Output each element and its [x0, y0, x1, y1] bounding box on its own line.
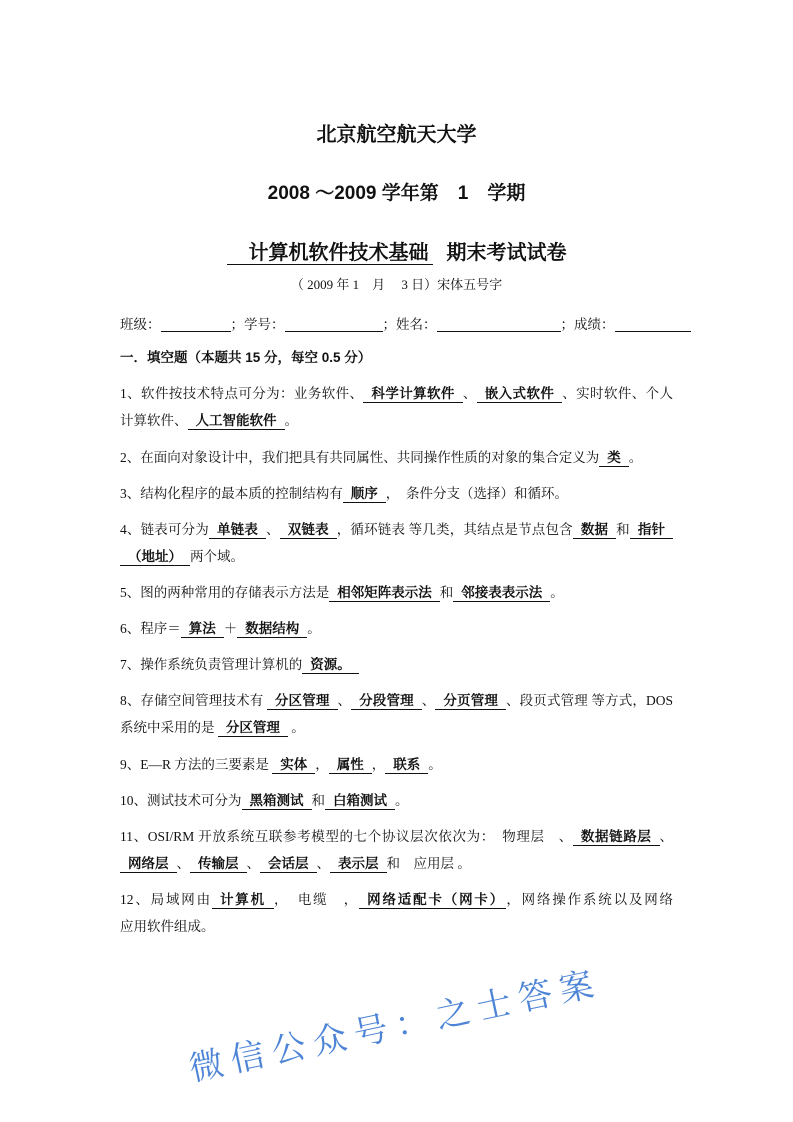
- question-text: 。: [287, 720, 305, 735]
- question-text: 5、图的两种常用的存储表示方法是: [120, 585, 330, 600]
- answer-text: 类: [599, 450, 629, 467]
- question-text: 、: [337, 693, 352, 708]
- question-text: 10、测试技术可分为: [120, 793, 242, 808]
- question-text: 7、操作系统负责管理计算机的: [120, 657, 303, 672]
- question-text: 、: [246, 856, 260, 871]
- answer-text: 联系: [385, 757, 428, 774]
- answer-text: 数据: [573, 522, 616, 539]
- question-text: 1、软件按技术特点可分为：业务软件、: [120, 386, 364, 401]
- question-text: 12、局域网由: [120, 892, 212, 907]
- answer-text: 分页管理: [435, 693, 506, 710]
- answer-text: 表示层: [330, 856, 387, 873]
- question-text: 两个域。: [190, 549, 244, 564]
- question-text: ， 条件分支（选择）和循环。: [385, 486, 568, 501]
- question-line: [120, 385, 673, 403]
- answer-text: 嵌入式软件: [477, 386, 563, 403]
- id-label: ；学号：: [230, 317, 285, 332]
- question-text: ，网络操作系统以及网络: [506, 892, 674, 907]
- question-line: [120, 891, 673, 909]
- student-info-row: [120, 316, 673, 334]
- question-line: [120, 412, 673, 430]
- answer-text: 指针: [630, 522, 673, 539]
- question-line: [120, 855, 673, 873]
- answer-text: 双链表: [280, 522, 337, 539]
- answer-text: 数据链路层: [573, 829, 660, 846]
- question-text: 和: [311, 793, 325, 808]
- answer-text: 分段管理: [351, 693, 422, 710]
- question-text: ，: [371, 757, 386, 772]
- question-text: 、实时软件、个人: [562, 386, 674, 401]
- score-field[interactable]: [615, 317, 691, 332]
- question-text: 。: [628, 450, 643, 465]
- question-line: [120, 756, 673, 774]
- answer-text: 算法: [181, 621, 224, 638]
- question-text: ＋: [223, 621, 238, 636]
- score-label: ；成绩：: [560, 317, 615, 332]
- class-label: 班级：: [120, 317, 161, 332]
- question-text: 、: [421, 693, 436, 708]
- question-text: 。: [307, 621, 321, 636]
- answer-text: 白箱测试: [325, 793, 395, 810]
- answer-text: 相邻矩阵表示法: [329, 585, 440, 602]
- question-text: 、: [266, 522, 280, 537]
- question-text: 、: [659, 829, 673, 844]
- question-text: 11、OSI/RM 开放系统互联参考模型的七个协议层次依次为： 物理层 、: [120, 829, 573, 844]
- question-text: 。: [428, 757, 442, 772]
- term-title: 2008 ～2009 学年第 1 学期: [267, 183, 526, 204]
- question-line: [120, 656, 673, 674]
- exam-title: [0, 236, 793, 265]
- question-text: 计算软件、: [120, 413, 188, 428]
- answer-text: 分区管理: [267, 693, 338, 710]
- class-field[interactable]: [161, 317, 231, 332]
- question-text: 应用软件组成。: [120, 919, 215, 934]
- question-line: [120, 449, 673, 467]
- course-name: 计算机软件技术基础: [227, 242, 433, 265]
- question-text: 、: [316, 856, 330, 871]
- answer-text: 传输层: [190, 856, 247, 873]
- answer-text: 实体: [272, 757, 315, 774]
- question-text: 和: [616, 522, 630, 537]
- question-line: [120, 692, 673, 710]
- question-text: 2、在面向对象设计中，我们把具有共同属性、共同操作性质的对象的集合定义为: [120, 450, 600, 465]
- question-text: 8、存储空间管理技术有: [120, 693, 267, 708]
- watermark: 微信公众号：之士答案: [185, 963, 605, 1090]
- question-text: 、: [176, 856, 190, 871]
- answer-text: 属性: [329, 757, 372, 774]
- name-label: ；姓名：: [382, 317, 437, 332]
- answer-text: 资源。: [302, 657, 359, 674]
- section-title: 一．填空题（本题共 15 分，每空 0.5 分）: [120, 350, 372, 365]
- question-text: 9、E—R 方法的三要素是: [120, 757, 273, 772]
- question-text: 、段页式管理 等方式，DOS: [506, 693, 674, 708]
- question-line: [120, 548, 673, 566]
- question-line: [120, 584, 673, 602]
- question-line: [120, 485, 673, 503]
- exam-name: 期末考试试卷: [446, 242, 567, 264]
- question-text: 3、结构化程序的最本质的控制结构有: [120, 486, 343, 501]
- question-text: ，: [315, 757, 329, 772]
- university-title: 北京航空航天大学: [316, 124, 477, 146]
- question-text: 和 应用层 。: [386, 856, 471, 871]
- question-text: 。: [550, 585, 564, 600]
- answer-text: 科学计算软件: [363, 386, 462, 403]
- name-field[interactable]: [437, 317, 561, 332]
- question-line: [120, 828, 673, 846]
- question-text: 。: [395, 793, 409, 808]
- answer-text: 网络适配卡（网卡）: [359, 892, 506, 909]
- question-line: [120, 918, 673, 936]
- answer-text: 数据结构: [237, 621, 307, 638]
- answer-text: 邻接表表示法: [453, 585, 550, 602]
- question-text: 6、程序＝: [120, 621, 181, 636]
- question-line: [120, 620, 673, 638]
- question-text: 系统中采用的是: [120, 720, 218, 735]
- question-line: [120, 719, 673, 737]
- question-line: [120, 792, 673, 810]
- question-line: [120, 521, 673, 539]
- answer-text: 会话层: [260, 856, 317, 873]
- question-text: 4、链表可分为: [120, 522, 209, 537]
- answer-text: 人工智能软件: [188, 413, 285, 430]
- question-text: ， 电缆 ，: [273, 892, 360, 907]
- answer-text: 单链表: [209, 522, 266, 539]
- answer-text: 分区管理: [218, 720, 288, 737]
- question-text: 、: [462, 386, 477, 401]
- answer-text: （地址）: [120, 549, 190, 566]
- question-text: 和: [439, 585, 454, 600]
- answer-text: 计算机: [212, 892, 274, 909]
- question-text: ，循环链表 等几类，其结点是节点包含: [336, 522, 573, 537]
- question-text: 。: [284, 413, 298, 428]
- id-field[interactable]: [285, 317, 383, 332]
- answer-text: 网络层: [120, 856, 177, 873]
- answer-text: 黑箱测试: [242, 793, 312, 810]
- exam-date: （ 2009 年 1 月 3 日）宋体五号字: [290, 277, 503, 292]
- answer-text: 顺序: [343, 486, 386, 503]
